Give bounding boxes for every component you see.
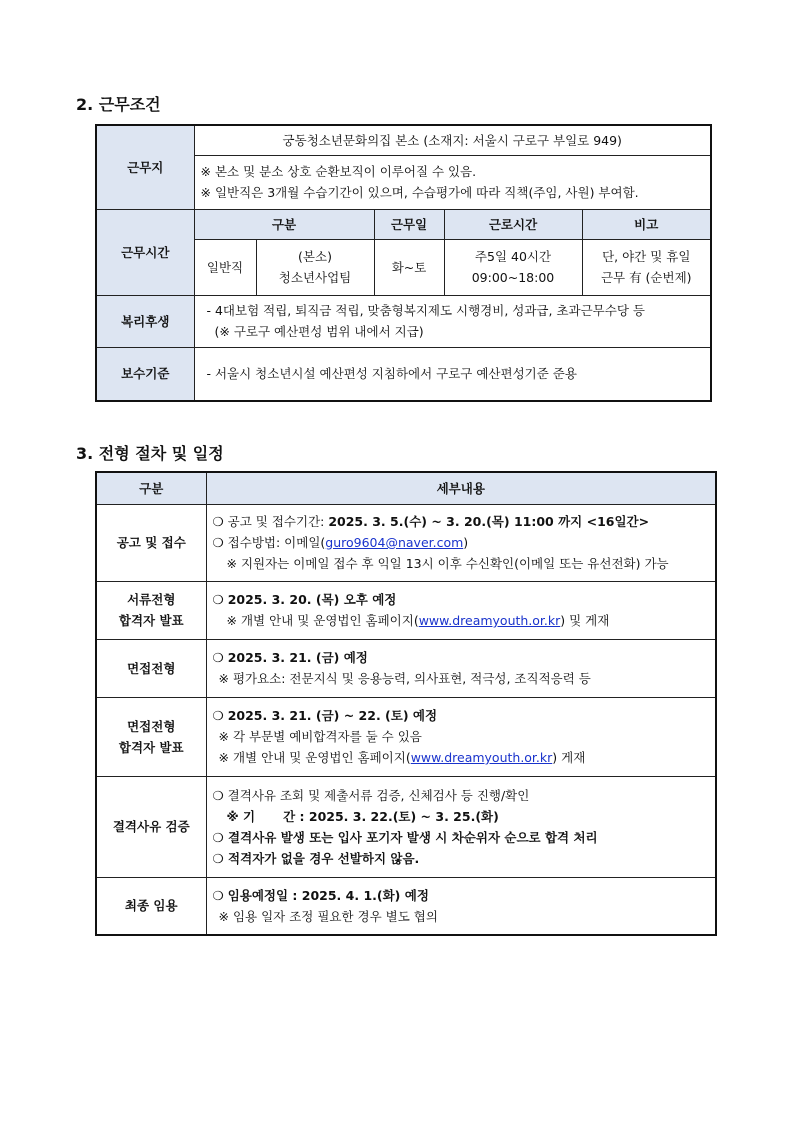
doc-line: ❍ 2025. 3. 20. (목) 오후 예정 bbox=[212, 592, 397, 607]
welfare-content bbox=[194, 295, 711, 347]
notice-line: ※ 지원자는 이메일 접수 후 익일 13시 이후 수신확인(이메일 또는 유선전화) 가능 bbox=[226, 556, 669, 571]
interview-result-line: ※ 개별 안내 및 운영법인 홈페이지(www.dreamyouth.or.kr) 게재 bbox=[218, 750, 586, 765]
hours-label: 근무시간 bbox=[96, 209, 194, 295]
final-line: ※ 임용 일자 조정 필요한 경우 별도 협의 bbox=[218, 908, 438, 924]
hours-time-line: 09:00~18:00 bbox=[471, 270, 555, 285]
hours-dept-line: 청소년사업팀 bbox=[278, 270, 352, 285]
hours-days: 화~토 bbox=[374, 239, 444, 295]
email-link[interactable]: guro9604@naver.com bbox=[325, 535, 464, 550]
welfare-line: - 4대보험 적립, 퇴직금 적립, 맞춤형복지제도 시행경비, 성과급, 초과근무수당 등 bbox=[206, 303, 645, 318]
section2-title: 2. 근무조건 bbox=[76, 95, 161, 114]
interview-line: ❍ 2025. 3. 21. (금) 예정 bbox=[212, 650, 368, 665]
interview-result-content bbox=[206, 697, 716, 776]
workplace-note: ※ 본소 및 분소 상호 순환보직이 이루어질 수 있음. bbox=[200, 164, 477, 179]
hours-dept bbox=[256, 239, 374, 295]
section3-title: 3. 전형 절차 및 일정 bbox=[76, 444, 224, 463]
hours-header-days: 근무일 bbox=[374, 209, 444, 239]
final-content bbox=[206, 877, 716, 935]
selection-schedule-table bbox=[95, 471, 717, 936]
interview-label: 면접전형 bbox=[96, 639, 206, 697]
doc-content bbox=[206, 581, 716, 639]
workplace-location: 궁동청소년문화의집 본소 (소재지: 서울시 구로구 부일로 949) bbox=[194, 125, 711, 155]
hours-dept-line: (본소) bbox=[298, 249, 332, 264]
interview-result-line: ❍ 2025. 3. 21. (금) ~ 22. (토) 예정 bbox=[212, 708, 438, 723]
notice-label: 공고 및 접수 bbox=[96, 504, 206, 581]
disq-label: 결격사유 검증 bbox=[96, 776, 206, 877]
hours-time bbox=[444, 239, 582, 295]
interview-result-label: 면접전형 합격자 발표 bbox=[96, 697, 206, 776]
doc-line: ※ 개별 안내 및 운영법인 홈페이지(www.dreamyouth.or.kr) 및 게재 bbox=[226, 613, 610, 628]
hours-time-line: 주5일 40시간 bbox=[474, 249, 552, 264]
disq-line: ※ 기 간 : 2025. 3. 22.(토) ~ 3. 25.(화) bbox=[226, 808, 499, 824]
schedule-header-type: 구분 bbox=[96, 472, 206, 504]
notice-line: ❍ 접수방법: 이메일(guro9604@naver.com) bbox=[212, 535, 469, 550]
notice-line: ❍ 공고 및 접수기간: 2025. 3. 5.(수) ~ 3. 20.(목) 11:00 까지 <16일간> bbox=[212, 514, 650, 529]
interview-result-line: ※ 각 부문별 예비합격자를 둘 수 있음 bbox=[218, 729, 422, 744]
disq-line: ❍ 결격사유 발생 또는 입사 포기자 발생 시 차순위자 순으로 합격 처리 bbox=[212, 829, 598, 845]
doc-label: 서류전형 합격자 발표 bbox=[96, 581, 206, 639]
hours-header-time: 근로시간 bbox=[444, 209, 582, 239]
pay-label: 보수기준 bbox=[96, 347, 194, 401]
pay-line: - 서울시 청소년시설 예산편성 지침하에서 구로구 예산편성기준 준용 bbox=[206, 366, 577, 382]
hours-note-line: 근무 有 (순번제) bbox=[600, 270, 692, 285]
pay-content bbox=[194, 347, 711, 401]
hours-type: 일반직 bbox=[194, 239, 256, 295]
hours-header-type: 구분 bbox=[194, 209, 374, 239]
workplace-label: 근무지 bbox=[96, 125, 194, 209]
work-conditions-table bbox=[95, 124, 712, 402]
disq-line: ❍ 결격사유 조회 및 제출서류 검증, 신체검사 등 진행/확인 bbox=[212, 787, 530, 803]
final-line: ❍ 임용예정일 : 2025. 4. 1.(화) 예정 bbox=[212, 887, 429, 903]
homepage-link[interactable]: www.dreamyouth.or.kr bbox=[410, 750, 553, 765]
welfare-label: 복리후생 bbox=[96, 295, 194, 347]
homepage-link[interactable]: www.dreamyouth.or.kr bbox=[418, 613, 561, 628]
notice-content bbox=[206, 504, 716, 581]
workplace-notes bbox=[194, 155, 711, 209]
workplace-note: ※ 일반직은 3개월 수습기간이 있으며, 수습평가에 따라 직책(주임, 사원) 부여함. bbox=[200, 185, 639, 200]
hours-header-note: 비고 bbox=[582, 209, 711, 239]
hours-note bbox=[582, 239, 711, 295]
interview-content bbox=[206, 639, 716, 697]
final-label: 최종 임용 bbox=[96, 877, 206, 935]
schedule-header-detail: 세부내용 bbox=[206, 472, 716, 504]
disq-content bbox=[206, 776, 716, 877]
interview-line: ※ 평가요소: 전문지식 및 응용능력, 의사표현, 적극성, 조직적응력 등 bbox=[218, 671, 591, 686]
disq-line: ❍ 적격자가 없을 경우 선발하지 않음. bbox=[212, 850, 420, 866]
welfare-line: (※ 구로구 예산편성 범위 내에서 지급) bbox=[214, 324, 424, 339]
hours-note-line: 단, 야간 및 휴일 bbox=[602, 249, 691, 264]
